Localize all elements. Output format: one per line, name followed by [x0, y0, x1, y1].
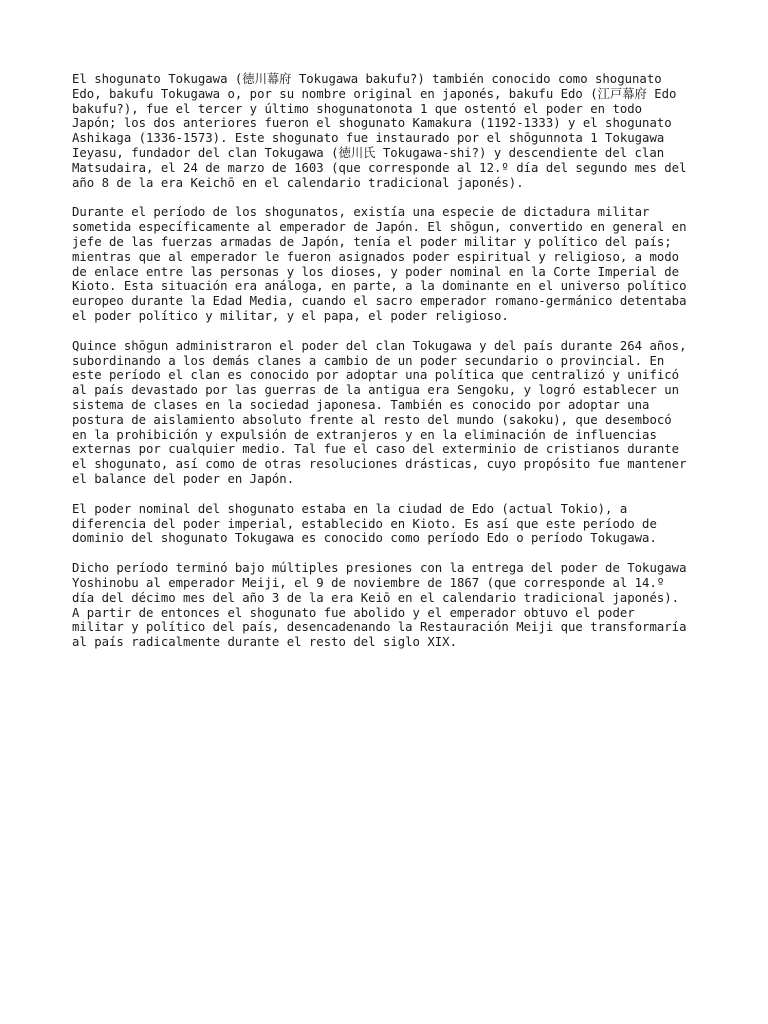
paragraph-5: Dicho período terminó bajo múltiples presiones con la entrega del poder de Tokugawa Yoshinobu al emperador Meiji, el 9 de noviembre de 1867 (que corresponde al 14.º día del décimo mes del año 3 de la era Keiō en el calendario tradicional japonés). A partir de entonces el shogunato fue abolido y el emperador obtuvo el poder militar y político del país, desencadenando la Restauración Meiji que transformaría al país radicalmente durante el resto del siglo XIX.	[72, 561, 687, 650]
document-body	[72, 72, 702, 665]
paragraph-2: Durante el período de los shogunatos, existía una especie de dictadura militar sometida específicamente al emperador de Japón. El shōgun, convertido en general en jefe de las fuerzas armadas de Japón, tenía el poder militar y político del país; mientras que al emperador le fueron asignados poder espiritual y religioso, a modo de enlace entre las personas y los dioses, y poder nominal en la Corte Imperial de Kioto. Esta situación era análoga, en parte, a la dominante en el universo político europeo durante la Edad Media, cuando el sacro emperador romano-germánico detentaba el poder político y militar, y el papa, el poder religioso.	[72, 205, 687, 323]
paragraph-1: El shogunato Tokugawa (徳川幕府 Tokugawa bakufu?) también conocido como shogunato Edo, bakufu Tokugawa o, por su nombre original en japonés, bakufu Edo (江戸幕府 Edo bakufu?), fue el tercer y último shogunatonota 1 que ostentó el poder en todo Japón; los dos anteriores fueron el shogunato Kamakura (1192-1333) y el shogunato Ashikaga (1336-1573). Este shogunato fue instaurado por el shōgunnota 1 Tokugawa Ieyasu, fundador del clan Tokugawa (徳川氏 Tokugawa-shi?) y descendiente del clan Matsudaira, el 24 de marzo de 1603 (que corresponde al 12.º día del segundo mes del año 8 de la era Keichō en el calendario tradicional japonés).	[72, 72, 687, 190]
paragraph-4: El poder nominal del shogunato estaba en la ciudad de Edo (actual Tokio), a diferencia del poder imperial, establecido en Kioto. Es así que este período de dominio del shogunato Tokugawa es conocido como período Edo o período Tokugawa.	[72, 501, 657, 546]
paragraph-3: Quince shōgun administraron el poder del clan Tokugawa y del país durante 264 años, subordinando a los demás clanes a cambio de un poder secundario o provincial. En este período el clan es conocido por adoptar una política que centralizó y unificó al país devastado por las guerras de la antigua era Sengoku, y logró establecer un sistema de clases en la sociedad japonesa. También es conocido por adoptar una postura de aislamiento absoluto frente al resto del mundo (sakoku), que desembocó en la prohibición y expulsión de extranjeros y en la eliminación de influencias externas por cualquier medio. Tal fue el caso del exterminio de cristianos durante el shogunato, así como de otras resoluciones drásticas, cuyo propósito fue mantener el balance del poder en Japón.	[72, 338, 687, 486]
